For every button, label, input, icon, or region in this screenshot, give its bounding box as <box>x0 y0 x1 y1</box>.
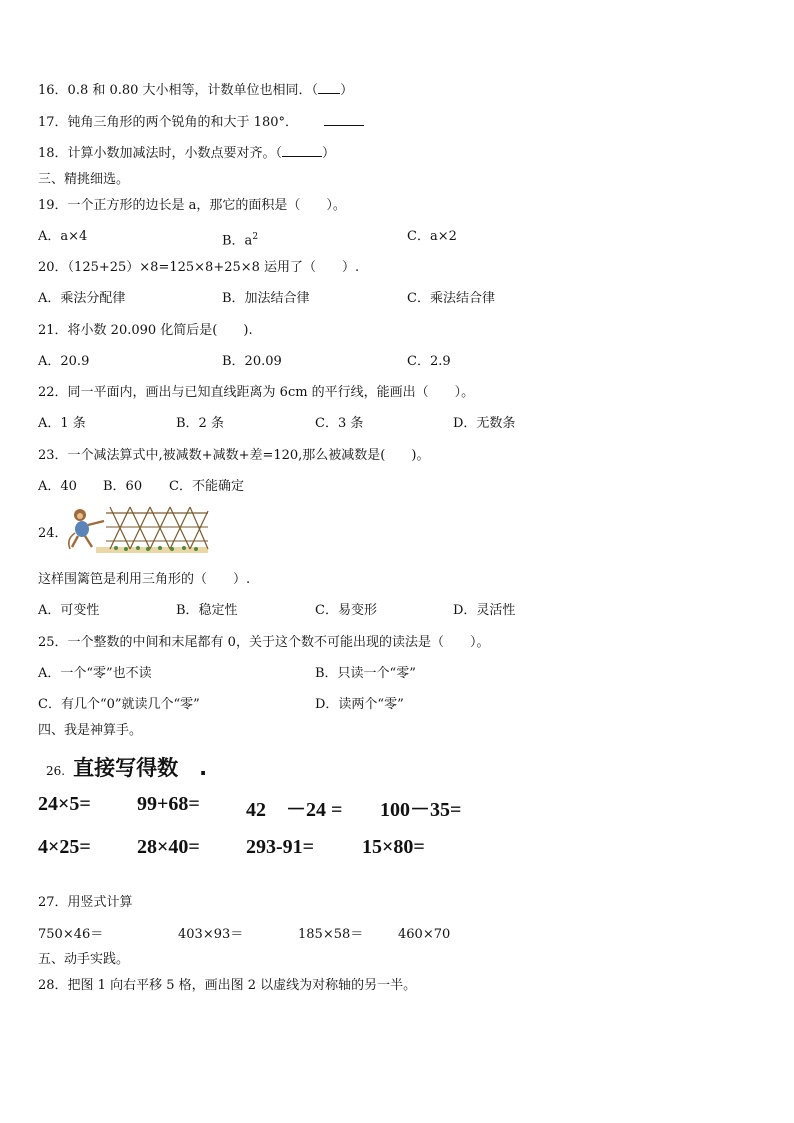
q23-option-c: C．不能确定 <box>169 479 244 494</box>
question-24-stem: 这样围篱笆是利用三角形的（ ）. <box>38 572 251 587</box>
question-17-text: 17．钝角三角形的两个锐角的和大于 180°． <box>38 115 298 130</box>
q26-row2-item-2: 28×40= <box>137 836 200 858</box>
q26-row1-item-2: 99+68= <box>137 793 200 815</box>
q25-option-b: B．只读一个“零” <box>315 666 416 681</box>
q21-option-c: C．2.9 <box>407 354 451 369</box>
question-28-text: 28．把图 1 向右平移 5 格，画出图 2 以虚线为对称轴的另一半。 <box>38 978 417 993</box>
q19-option-a: A．a×4 <box>38 229 88 244</box>
q24-option-b: B．稳定性 <box>176 603 238 618</box>
q25-option-a: A．一个“零”也不读 <box>38 666 152 681</box>
question-18-text: 18．计算小数加减法时，小数点要对齐。（ <box>38 146 283 161</box>
q26-row2-item-4: 15×80= <box>362 836 425 858</box>
q26-row1-item-1: 24×5= <box>38 793 91 815</box>
question-18 <box>38 146 335 162</box>
q22-option-c: C．3 条 <box>315 416 364 431</box>
q19-option-b: B．$a^2$ <box>222 232 259 249</box>
question-17 <box>38 115 364 131</box>
question-26-number: 26. <box>46 764 66 778</box>
q20-option-b: B．加法结合律 <box>222 291 310 306</box>
section-5-heading: 五、动手实践。 <box>38 952 130 967</box>
question-18-paren: ） <box>322 146 336 161</box>
question-23-stem: 23．一个减法算式中,被减数+减数+差=120,那么被减数是( )。 <box>38 448 430 463</box>
question-26-title <box>46 752 207 782</box>
q26-row1-item-3: 42 －24 = <box>246 799 343 821</box>
q25-option-c: C．有几个“0”就读几个“零” <box>38 697 200 712</box>
q27-item-1: 750×46＝ <box>38 927 104 942</box>
question-22-stem: 22．同一平面内，画出与已知直线距离为 6cm 的平行线，能画出（ ）。 <box>38 385 475 400</box>
section-3-heading: 三、精挑细选。 <box>38 172 130 187</box>
question-21-stem: 21．将小数 20.090 化简后是( ). <box>38 323 253 338</box>
question-26-heading: 直接写得数 . <box>73 756 208 780</box>
q21-option-a: A．20.9 <box>38 354 90 369</box>
question-16 <box>38 83 353 99</box>
question-16-text: 16．0.8 和 0.80 大小相等，计数单位也相同．（ <box>38 83 319 98</box>
q21-option-b: B．20.09 <box>222 354 282 369</box>
answer-blank <box>324 125 364 126</box>
q22-option-a: A．1 条 <box>38 416 86 431</box>
question-27-title: 27．用竖式计算 <box>38 895 133 910</box>
q22-option-b: B．2 条 <box>176 416 224 431</box>
q24-option-c: C．易变形 <box>315 603 377 618</box>
q19-option-c: C．a×2 <box>407 229 457 244</box>
q23-option-b: B．60 <box>103 479 143 494</box>
answer-blank <box>318 93 340 94</box>
q24-option-a: A．可变性 <box>38 603 100 618</box>
q20-option-a: A．乘法分配律 <box>38 291 126 306</box>
q27-item-4: 460×70 <box>398 927 451 942</box>
q26-row1-item-4: 100－35= <box>380 799 462 821</box>
question-19-stem: 19．一个正方形的边长是 a，那它的面积是（ ）。 <box>38 198 346 213</box>
section-4-heading: 四、我是神算手。 <box>38 723 143 738</box>
q26-row2-item-3: 293-91= <box>246 836 315 858</box>
question-24-number: 24． <box>38 526 68 541</box>
q24-option-d: D．灵活性 <box>453 603 516 618</box>
answer-blank <box>282 156 322 157</box>
fence-picture <box>66 503 212 559</box>
q26-row2-item-1: 4×25= <box>38 836 91 858</box>
q25-option-d: D．读两个“零” <box>315 697 404 712</box>
question-25-stem: 25．一个整数的中间和末尾都有 0，关于这个数不可能出现的读法是（ ）。 <box>38 635 490 650</box>
q23-option-a: A．40 <box>38 479 77 494</box>
question-16-paren: ） <box>340 83 354 98</box>
q27-item-3: 185×58＝ <box>298 927 364 942</box>
q20-option-c: C．乘法结合律 <box>407 291 495 306</box>
q27-item-2: 403×93＝ <box>178 927 244 942</box>
q22-option-d: D．无数条 <box>453 416 516 431</box>
question-20-stem: 20．（125+25）×8=125×8+25×8 运用了（ ）. <box>38 260 360 275</box>
